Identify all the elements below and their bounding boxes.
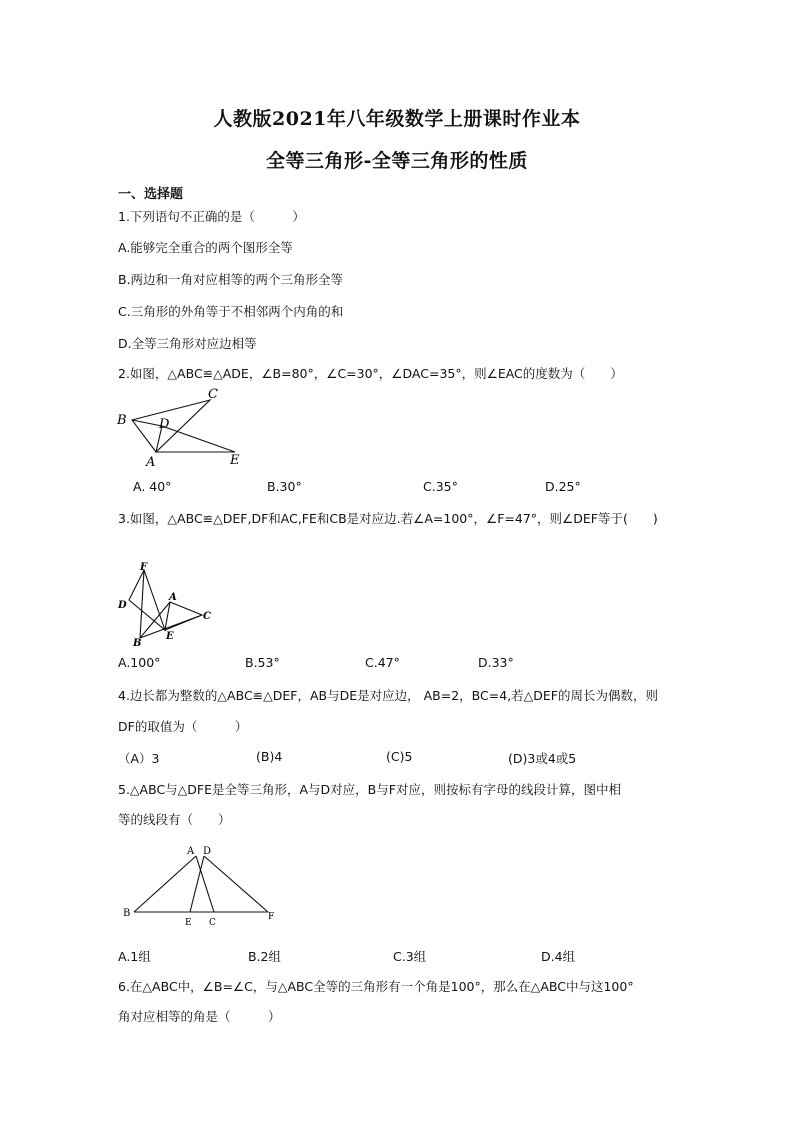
q6-stem-line-2: 角对应相等的角是（ ） [118, 1009, 281, 1024]
q3-label-f: F [140, 562, 148, 573]
q3-label-b: B [133, 638, 142, 649]
q3-option-a: A.100° [118, 655, 161, 670]
q3-label-a: A [169, 592, 177, 603]
q5-option-a: A.1组 [118, 949, 151, 964]
section-heading: 一、选择题 [118, 187, 184, 202]
q3-label-d: D [118, 600, 127, 611]
q4-option-a: （A）3 [118, 751, 160, 766]
q4-option-d: (D)3或4或5 [508, 751, 577, 766]
q5-label-f: F [268, 912, 275, 922]
q1-option-b: B.两边和一角对应相等的两个三角形全等 [118, 272, 344, 287]
q4-stem-line-1: 4.边长都为整数的△ABC≌△DEF，AB与DE是对应边， AB=2，BC=4,若△DEF的周长为偶数，则 [118, 688, 658, 703]
q2-option-a: A. 40° [133, 479, 172, 494]
q1-option-a: A.能够完全重合的两个图形全等 [118, 240, 293, 255]
q5-triangle-figure [118, 842, 288, 930]
q5-label-a: A [187, 846, 195, 857]
q3-triangle-fde [129, 570, 165, 630]
q5-stem-line-2: 等的线段有（ ） [118, 812, 231, 827]
q5-label-e: E [185, 918, 192, 928]
q2-triangle-figure [112, 386, 252, 468]
document-title: 人教版2021年八年级数学上册课时作业本 [213, 108, 581, 130]
q5-option-c: C.3组 [393, 949, 427, 964]
q4-option-b: (B)4 [256, 749, 283, 764]
q2-triangle-abc [132, 400, 210, 452]
document-subtitle: 全等三角形-全等三角形的性质 [266, 150, 528, 172]
q2-stem: 2.如图，△ABC≌△ADE，∠B=80°，∠C=30°，∠DAC=35°，则∠EAC的度数为（ ） [118, 366, 623, 381]
q3-option-b: B.53° [245, 655, 280, 670]
q1-option-c: C.三角形的外角等于不相邻两个内角的和 [118, 304, 344, 319]
q3-triangle-ace [165, 602, 202, 630]
q6-stem-line-1: 6.在△ABC中，∠B=∠C，与△ABC全等的三角形有一个角是100°，那么在△ABC中与这100° [118, 979, 634, 994]
q2-label-b: B [117, 413, 127, 428]
q2-option-d: D.25° [545, 479, 581, 494]
q5-option-b: B.2组 [248, 949, 282, 964]
q5-label-c: C [209, 918, 216, 928]
q5-stem-line-1: 5.△ABC与△DFE是全等三角形，A与D对应，B与F对应，则按标有字母的线段计算，图中相 [118, 782, 621, 797]
q4-option-c: (C)5 [386, 749, 413, 764]
q2-option-c: C.35° [423, 479, 458, 494]
q2-option-b: B.30° [267, 479, 302, 494]
q3-option-c: C.47° [365, 655, 400, 670]
q5-label-d: D [203, 846, 212, 857]
q3-triangle-figure [114, 560, 224, 648]
q3-label-e: E [166, 631, 174, 642]
q4-stem-line-2: DF的取值为（ ） [118, 719, 248, 734]
q2-label-c: C [208, 387, 218, 402]
q5-label-b: B [123, 908, 131, 919]
q3-option-d: D.33° [478, 655, 514, 670]
q1-stem: 1.下列语句不正确的是（ ） [118, 209, 305, 224]
q3-stem: 3.如图，△ABC≌△DEF,DF和AC,FE和CB是对应边.若∠A=100°，∠F=47°，则∠DEF等于( ) [118, 511, 658, 526]
q3-label-c: C [203, 611, 211, 622]
q1-option-d: D.全等三角形对应边相等 [118, 336, 257, 351]
q2-label-d: D [159, 417, 170, 432]
q2-label-e: E [230, 453, 240, 468]
q2-label-a: A [146, 455, 156, 470]
q5-option-d: D.4组 [541, 949, 576, 964]
